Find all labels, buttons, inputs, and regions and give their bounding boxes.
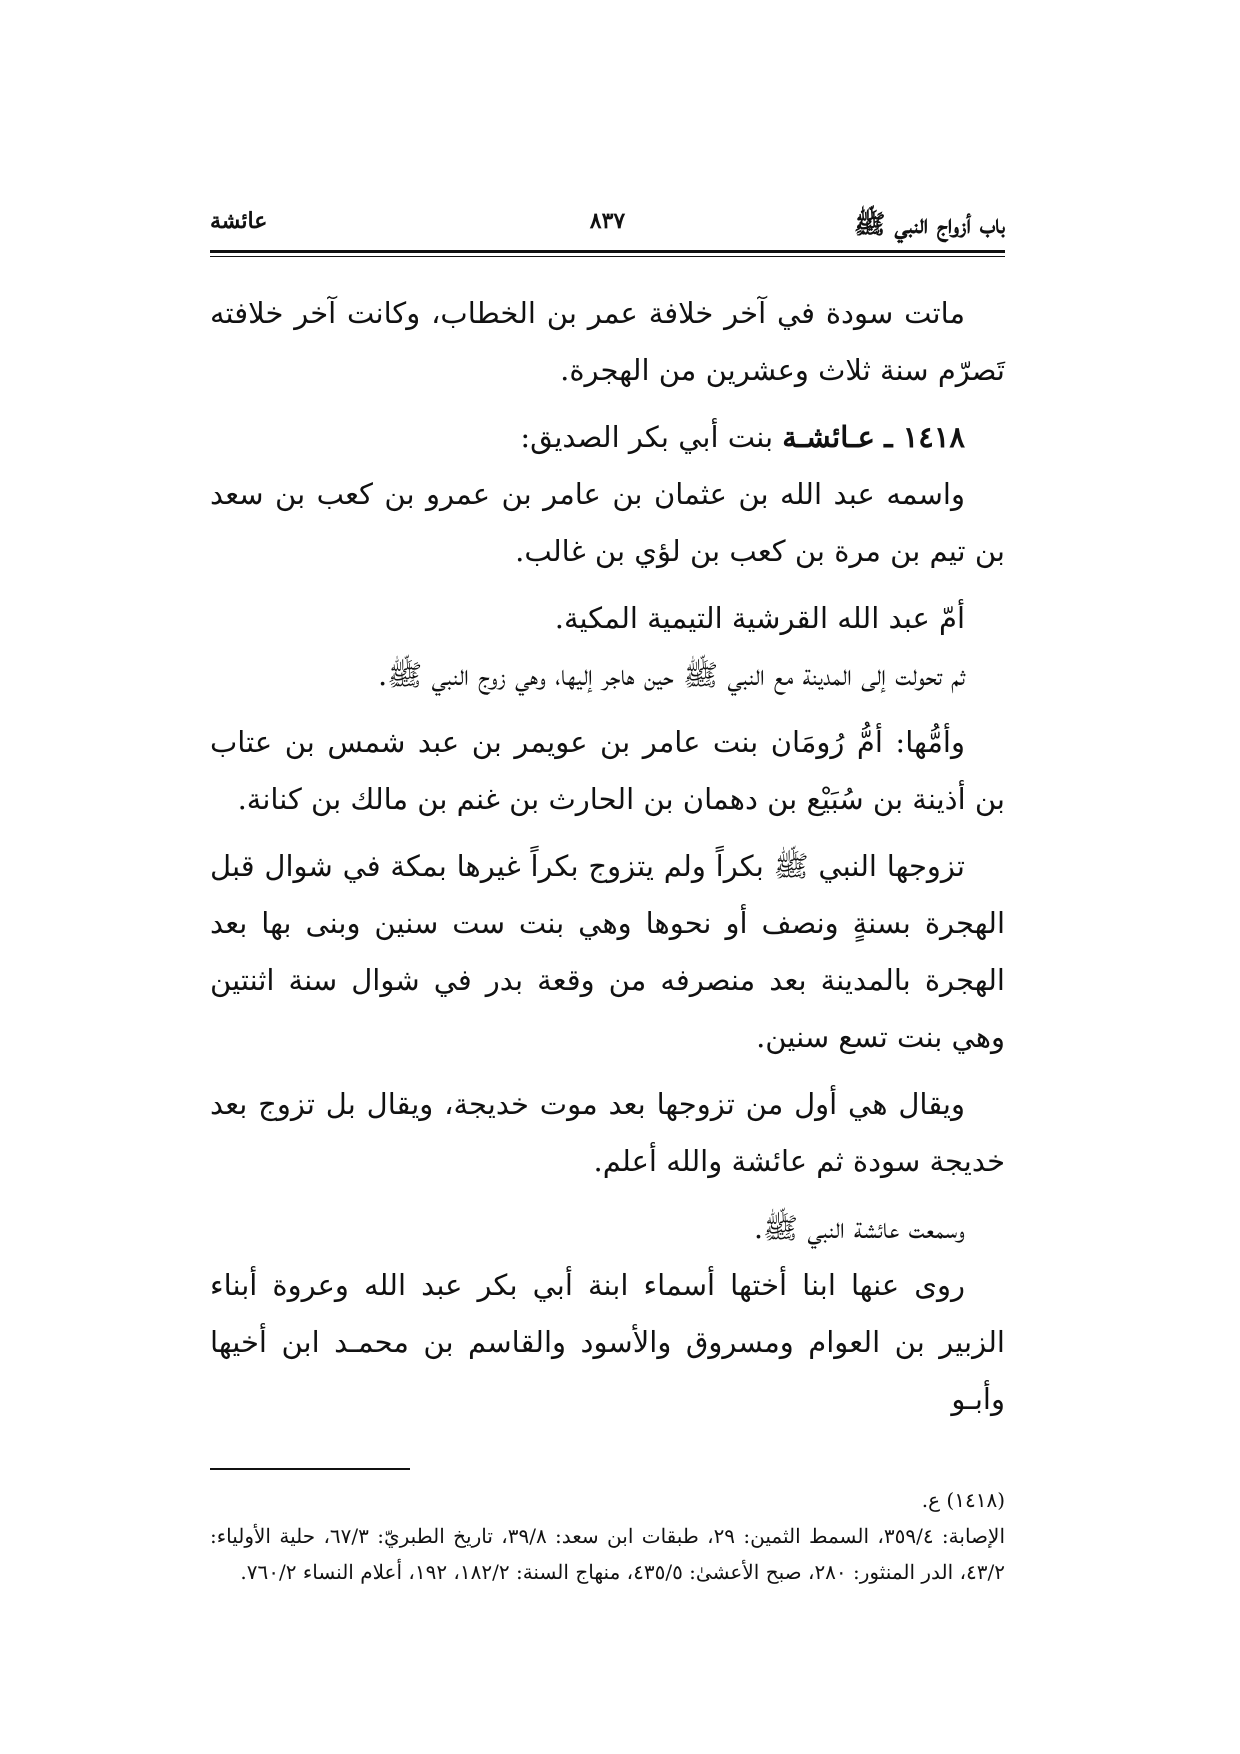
- paragraph: روى عنها ابنا أختها أسماء ابنة أبي بكر عبد الله وعروة أبناء الزبير بن العوام ومسروق والأسود والقاسم بن محمـد ابن أخيها وأبـو: [210, 1268, 1005, 1416]
- entry-name: عـائشـة: [782, 420, 875, 454]
- paragraph: تزوجها النبي ﷺ بكراً ولم يتزوج بكراً غيرها بمكة في شوال قبل الهجرة بسنةٍ ونصف أو نحوها وهي بنت ست سنين وبنى بها بعد الهجرة بالمدينة بعد منصرفه من وقعة بدر في شوال سنة اثنتين وهي بنت تسع سنين.: [210, 849, 1005, 1054]
- chapter-title: باب أزواج النبي ﷺ: [854, 210, 1005, 240]
- header-rule: [210, 250, 1005, 257]
- main-text: [210, 285, 1005, 1428]
- footnote-text: الإصابة: ٣٥٩/٤، السمط الثمين: ٢٩، طبقات ابن سعد: ٣٩/٨، تاريخ الطبريّ: ٦٧/٣، حلية الأولياء: ٤٣/٢، الدر المنثور: ٢٨٠، صبح الأعشىٰ: ٤٣٥/٥، منهاج السنة: ١٨٢/٢، ١٩٢، أعلام النساء ٧٦٠/٢.: [210, 1524, 1006, 1584]
- running-header: [210, 200, 1005, 240]
- section-title: عائشة: [210, 208, 268, 234]
- paragraph: ثم تحولت إلى المدينة مع النبي ﷺ حين هاجر إليها، وهي زوج النبي ﷺ.: [378, 658, 965, 692]
- paragraph: وأمُّها: أمُّ رُومَان بنت عامر بن عويمر بن عبد شمس بن عتاب بن أذينة بن سُبَيْع بن دهمان بن الحارث بن غنم بن مالك بن كنانة.: [210, 725, 1005, 816]
- paragraph: واسمه عبد الله بن عثمان بن عامر بن عمرو بن كعب بن سعد بن تيم بن مرة بن كعب بن لؤي بن غالب.: [210, 477, 1005, 568]
- footnote-ref: (١٤١٨) ع.: [921, 1488, 1005, 1512]
- entry-heading: [210, 409, 1005, 466]
- paragraph: ماتت سودة في آخر خلافة عمر بن الخطاب، وكانت آخر خلافته تَصرّم سنة ثلاث وعشرين من الهجرة.: [210, 296, 1005, 387]
- page-number: ٨٣٧: [589, 208, 626, 234]
- paragraph: ويقال هي أول من تزوجها بعد موت خديجة، ويقال بل تزوج بعد خديجة سودة ثم عائشة والله أعلم.: [210, 1087, 1005, 1178]
- footnote-rule: [210, 1468, 410, 1470]
- footnote: [210, 1482, 1005, 1590]
- book-page: [210, 200, 1005, 1590]
- paragraph: أمّ عبد الله القرشية التيمية المكية.: [554, 601, 965, 635]
- entry-title-rest: بنت أبي بكر الصديق:: [520, 420, 774, 454]
- paragraph: وسمعت عائشة النبي ﷺ.: [753, 1211, 965, 1245]
- entry-number: ١٤١٨ ـ: [884, 420, 965, 454]
